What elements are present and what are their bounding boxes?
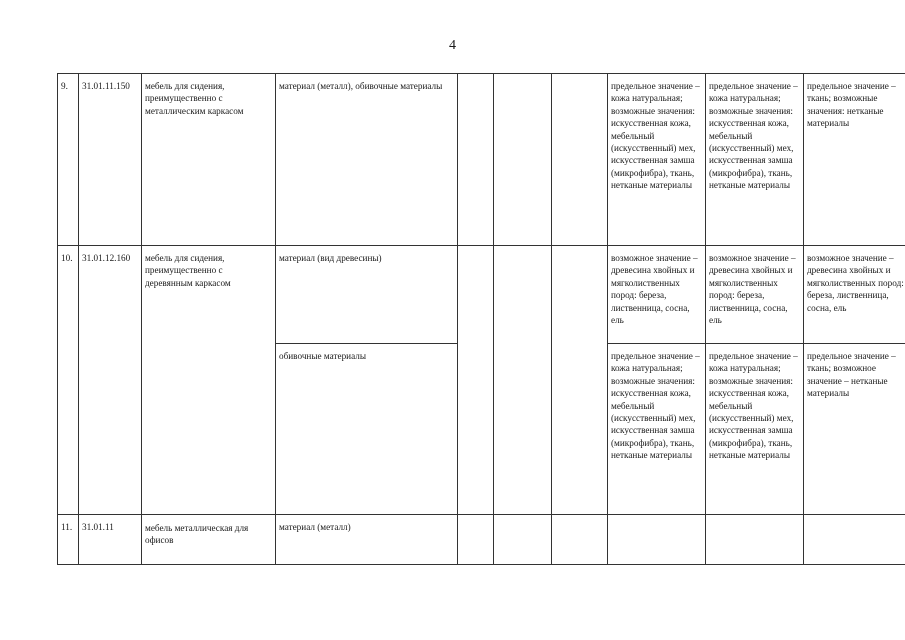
empty-cell <box>552 515 608 565</box>
characteristic-name: материал (металл) <box>276 515 458 565</box>
value-cell-b: предельное значение – кожа натуральная; возможные значения: искусственная кожа, мебельный (искусственный) мех, искусственная замша (микрофибра), ткань, нетканые материалы <box>706 74 804 246</box>
empty-cell <box>552 74 608 246</box>
value-cell-a <box>608 515 706 565</box>
empty-cell <box>494 246 552 515</box>
table-row <box>58 515 905 565</box>
value-cell-c <box>804 515 905 565</box>
okpd-code: 31.01.11 <box>79 515 142 565</box>
characteristic-name: материал (вид древесины) <box>276 246 458 344</box>
product-name: мебель для сидения, преимущественно с металлическим каркасом <box>142 74 276 246</box>
characteristic-name: обивочные материалы <box>276 344 458 515</box>
value-cell-b: предельное значение – кожа натуральная; возможные значения: искусственная кожа, мебельный (искусственный) мех, искусственная замша (микрофибра), ткань, нетканые материалы <box>706 344 804 515</box>
empty-cell <box>458 515 494 565</box>
value-cell-a: предельное значение – кожа натуральная; возможные значения: искусственная кожа, мебельный (искусственный) мех, искусственная замша (микрофибра), ткань, нетканые материалы <box>608 74 706 246</box>
value-cell-a: предельное значение – кожа натуральная; возможные значения: искусственная кожа, мебельный (искусственный) мех, искусственная замша (микрофибра), ткань, нетканые материалы <box>608 344 706 515</box>
value-cell-c: предельное значение – ткань; возможные значения: нетканые материалы <box>804 74 905 246</box>
row-number: 10. <box>58 246 79 515</box>
page-number: 4 <box>449 38 456 53</box>
value-cell-b <box>706 515 804 565</box>
row-number: 9. <box>58 74 79 246</box>
empty-cell <box>458 246 494 515</box>
characteristic-name: материал (металл), обивочные материалы <box>276 74 458 246</box>
empty-cell <box>458 74 494 246</box>
value-cell-c: возможное значение – древесина хвойных и мягколиственных пород: береза, лиственница, сосна, ель <box>804 246 905 344</box>
table-row <box>58 246 905 344</box>
row-number: 11. <box>58 515 79 565</box>
empty-cell <box>494 515 552 565</box>
empty-cell <box>552 246 608 515</box>
value-cell-a: возможное значение – древесина хвойных и мягколиственных пород: береза, лиственница, сосна, ель <box>608 246 706 344</box>
value-cell-c: предельное значение – ткань; возможное значение – нетканые материалы <box>804 344 905 515</box>
product-name: мебель металлическая для офисов <box>142 515 276 565</box>
table-row <box>58 74 905 246</box>
requirements-table <box>57 73 905 565</box>
okpd-code: 31.01.11.150 <box>79 74 142 246</box>
value-cell-b: возможное значение – древесина хвойных и мягколиственных пород: береза, лиственница, сосна, ель <box>706 246 804 344</box>
product-name: мебель для сидения, преимущественно с деревянным каркасом <box>142 246 276 515</box>
okpd-code: 31.01.12.160 <box>79 246 142 515</box>
empty-cell <box>494 74 552 246</box>
